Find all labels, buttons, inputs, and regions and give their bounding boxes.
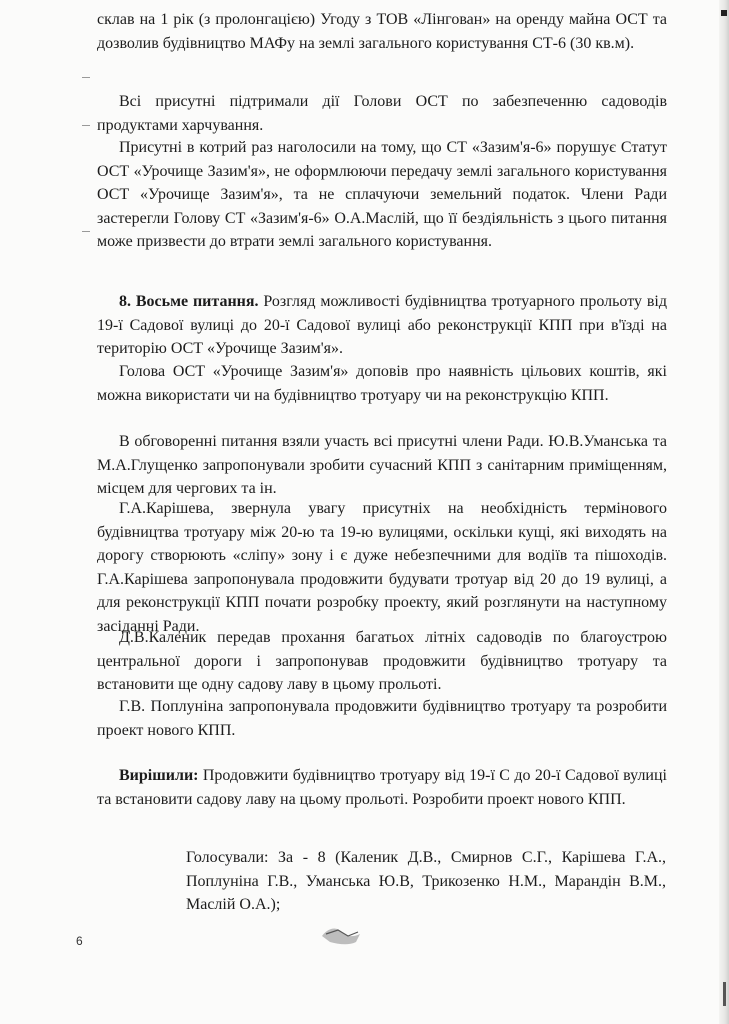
paragraph-decision [97,764,667,811]
paragraph-text: Присутні в котрий раз наголосили на тому, що СТ «Зазим'я-6» порушує Статут ОСТ «Урочище Зазим'я», не оформлюючи передачу землі загального користування ОСТ «Урочище Зазим'я», та не сплачуючи земельний податок. Члени Ради застерегли Голову СТ «Зазим'я-6» О.А.Маслій, що її бездіяльність з цього питання може призвести до втрати землі загального користування. [97,139,667,250]
paragraph-text: Продовжити будівництво тротуару від 19-ї С до 20-ї Садової вулиці та встановити садову лаву на цьому прольоті. Розробити проект нового КПП. [97,767,667,808]
paragraph-text: Г.В. Поплуніна запропонувала продовжити будівництво тротуару та розробити проект нового КПП. [97,698,667,739]
scan-margin-mark [82,77,90,78]
paragraph-text: Розгляд можливості будівництва тротуарного прольоту від 19-ї Садової вулиці до 20-ї Садової вулиці або реконструкції КПП при в'їзді на територію ОСТ «Урочище Зазим'я». [97,293,667,357]
paragraph-st6-violation [97,136,667,254]
paragraph-text: Всі присутні підтримали дії Голови ОСТ по забезпеченню садоводів продуктами харчування. [97,93,667,134]
paragraph-chairman-report [97,360,667,407]
decision-label: Вирішили: [119,767,199,784]
paragraph-text: В обговоренні питання взяли участь всі присутні члени Ради. Ю.В.Уманська та М.А.Глущенко запропонували зробити сучасний КПП з санітарним приміщенням, місцем для чергових та ін. [97,433,667,497]
scan-margin-mark [82,125,90,126]
paragraph-item-8-heading [97,290,667,361]
paragraph-food-support [97,90,667,137]
paragraph-discussion [97,430,667,501]
paragraph-text: Г.А.Карішева, звернула увагу присутніх на необхідність термінового будівництва тротуару між 20-ю та 19-ю вулицями, оскільки кущі, які виходять на дорогу створюють «сліпу» зону і є дуже небезпечними для водіїв та пішоходів. Г.А.Карішева запропонувала продовжити будувати тротуар від 20 до 19 вулиці, а для реконструкції КПП почати розробку проекту, який розглянути на наступному засіданні Ради. [97,500,667,635]
paragraph-poplunina-proposal [97,695,667,742]
paragraph-lease-agreement [97,8,667,55]
scan-edge-mark [723,982,726,1006]
paragraph-kalenyk-request [97,626,667,697]
paragraph-text: склав на 1 рік (з пролонгацією) Угоду з ТОВ «Лінгован» на оренду майна ОСТ та дозволив будівництво МАФу на землі загального користування СТ-6 (30 кв.м). [97,11,667,52]
paragraph-karisheva-proposal [97,497,667,638]
scan-edge-mark [721,10,727,16]
paragraph-text: Голова ОСТ «Урочище Зазим'я» доповів про наявність цільових коштів, які можна використати чи на будівництво тротуару чи на реконструкцію КПП. [97,363,667,404]
page-number: 6 [76,934,83,948]
vote-text: Голосували: За - 8 (Каленик Д.В., Смирнов С.Г., Карішева Г.А., Поплуніна Г.В., Уманська Ю.В, Трикозенко Н.М., Марандін В.М., Маслій О.А.); [186,849,666,913]
scan-edge-shadow [719,0,729,1024]
voting-result [186,846,666,917]
signature-mark [318,922,366,948]
item-8-title: 8. Восьме питання. [119,293,259,310]
scan-margin-mark [82,231,90,232]
paragraph-text: Д.В.Каленик передав прохання багатьох літніх садоводів по благоустрою центральної дороги і запропонував продовжити будівництво тротуару та встановити ще одну садову лаву в цьому прольоті. [97,629,667,693]
